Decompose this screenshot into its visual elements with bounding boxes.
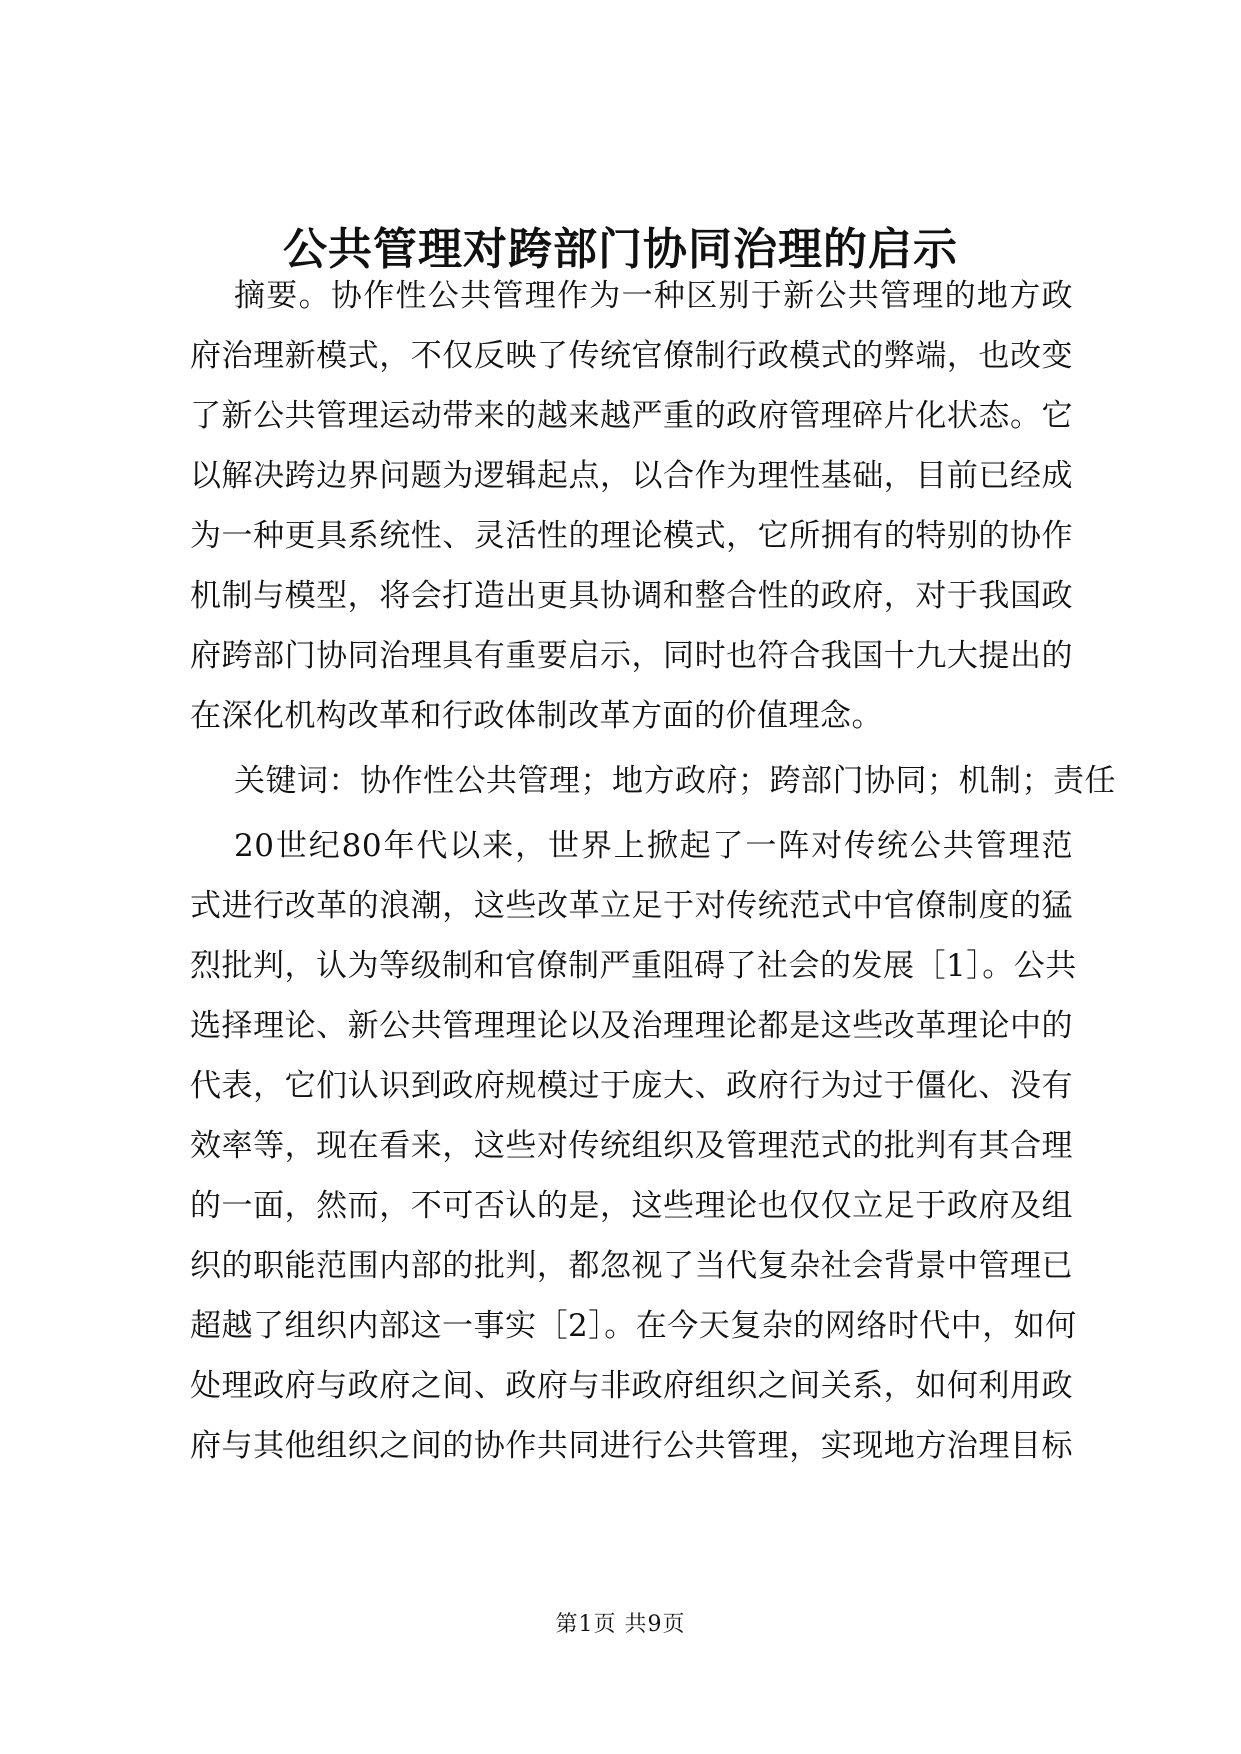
document-title: 公共管理对跨部门协同治理的启示	[283, 224, 958, 275]
abstract-line-5: 为一种更具系统性、灵活性的理论模式，它所拥有的特别的协作	[190, 518, 1073, 554]
page-indicator: 第1页 共9页	[555, 1612, 686, 1637]
body-line-1: 20世纪80年代以来，世界上掀起了一阵对传统公共管理范	[234, 828, 1073, 864]
abstract-line-8: 在深化机构改革和行政体制改革方面的价值理念。	[190, 698, 883, 734]
abstract-line-6: 机制与模型，将会打造出更具协调和整合性的政府，对于我国政	[190, 578, 1073, 614]
abstract-line-1: 摘要。协作性公共管理作为一种区别于新公共管理的地方政	[234, 278, 1073, 314]
body-line-9: 超越了组织内部这一事实［2］。在今天复杂的网络时代中，如何	[190, 1308, 1077, 1344]
body-line-8: 织的职能范围内部的批判，都忽视了当代复杂社会背景中管理已	[190, 1248, 1073, 1284]
body-line-3: 烈批判，认为等级制和官僚制严重阻碍了社会的发展［1］。公共	[190, 948, 1077, 984]
body-line-2: 式进行改革的浪潮，这些改革立足于对传统范式中官僚制度的猛	[190, 888, 1073, 924]
abstract-line-3: 了新公共管理运动带来的越来越严重的政府管理碎片化状态。它	[190, 398, 1073, 434]
body-line-6: 效率等，现在看来，这些对传统组织及管理范式的批判有其合理	[190, 1128, 1073, 1164]
abstract-line-2: 府治理新模式，不仅反映了传统官僚制行政模式的弊端，也改变	[190, 338, 1073, 374]
body-line-10: 处理政府与政府之间、政府与非政府组织之间关系，如何利用政	[190, 1368, 1073, 1404]
body-line-4: 选择理论、新公共管理理论以及治理理论都是这些改革理论中的	[190, 1008, 1073, 1044]
abstract-line-7: 府跨部门协同治理具有重要启示，同时也符合我国十九大提出的	[190, 638, 1073, 674]
keywords-line: 关键词：协作性公共管理；地方政府；跨部门协同；机制；责任	[234, 763, 1116, 799]
abstract-line-4: 以解决跨边界问题为逻辑起点，以合作为理性基础，目前已经成	[190, 458, 1073, 494]
body-line-7: 的一面，然而，不可否认的是，这些理论也仅仅立足于政府及组	[190, 1188, 1073, 1224]
body-line-5: 代表，它们认识到政府规模过于庞大、政府行为过于僵化、没有	[190, 1068, 1073, 1104]
body-line-11: 府与其他组织之间的协作共同进行公共管理，实现地方治理目标	[190, 1428, 1073, 1464]
